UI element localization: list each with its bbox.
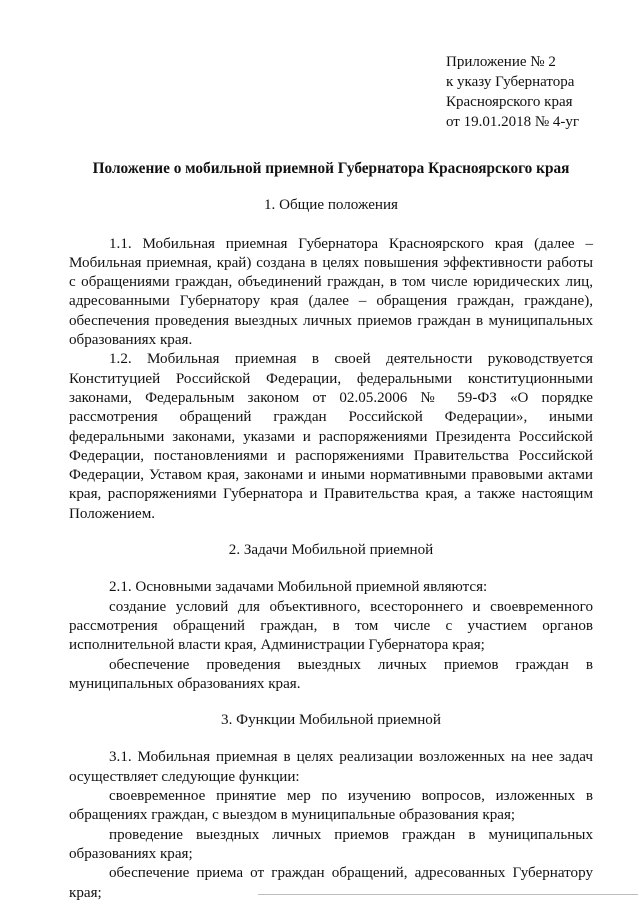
paragraph-3-function-2: проведение выездных личных приемов граждан в муниципальных образованиях края; [69, 826, 593, 862]
paragraph-3-1: 3.1. Мобильная приемная в целях реализации возложенных на нее задач осуществляет следующие функции: [69, 749, 593, 785]
appendix-line-1: Приложение № 2 [446, 54, 556, 70]
section-3-heading: 3. Функции Мобильной приемной [221, 712, 441, 729]
paragraph-3-function-3: обеспечение приема от граждан обращений, адресованных Губернатору края; [69, 865, 593, 901]
scan-edge-line [258, 894, 638, 895]
section-1-heading: 1. Общие положения [263, 197, 398, 214]
document-title: Положение о мобильной приемной Губернатора Красноярского края [92, 160, 570, 177]
paragraph-1-2: 1.2. Мобильная приемная в своей деятельности руководствуется Конституцией Российской Федерации, федеральными конституционными законами, Федеральным законом от 02.05.2006 № 59-ФЗ «О порядке рассмотрения обращений граждан Российской Федерации», иными федеральными законами, указами и распоряжениями Президента Российской Федерации, постановлениями и распоряжениями Правительства Российской Федерации, Уставом края, законами и иными нормативными правовыми актами края, распоряжениями Губернатора и Правительства края, а также настоящим Положением. [69, 351, 593, 522]
paragraph-2-task-1: создание условий для объективного, всестороннего и своевременного рассмотрения обращений граждан, в том числе с участием органов исполнительной власти края, Администрации Губернатора края; [69, 598, 593, 654]
appendix-note [446, 52, 579, 132]
section-2-heading: 2. Задачи Мобильной приемной [228, 542, 434, 559]
appendix-line-4: от 19.01.2018 № 4-уг [446, 114, 580, 130]
appendix-line-3: Красноярского края [446, 94, 573, 110]
paragraph-3-function-1: своевременное принятие мер по изучению вопросов, изложенных в обращениях граждан, с выездом в муниципальные образования края; [69, 788, 593, 824]
paragraph-2-task-2: обеспечение проведения выездных личных приемов граждан в муниципальных образованиях края. [69, 656, 593, 692]
paragraph-1-1: 1.1. Мобильная приемная Губернатора Красноярского края (далее – Мобильная приемная, край) создана в целях повышения эффективности работы с обращениями граждан, объединений граждан, в том числе юридических лиц, адресованными Губернатору края (далее – обращения граждан, граждане), обеспечения проведения выездных личных приемов граждан в муниципальных образованиях края. [69, 235, 593, 349]
appendix-line-2: к указу Губернатора [446, 74, 575, 90]
document-body [69, 159, 593, 903]
paragraph-2-1: 2.1. Основными задачами Мобильной приемной являются: [109, 579, 488, 596]
